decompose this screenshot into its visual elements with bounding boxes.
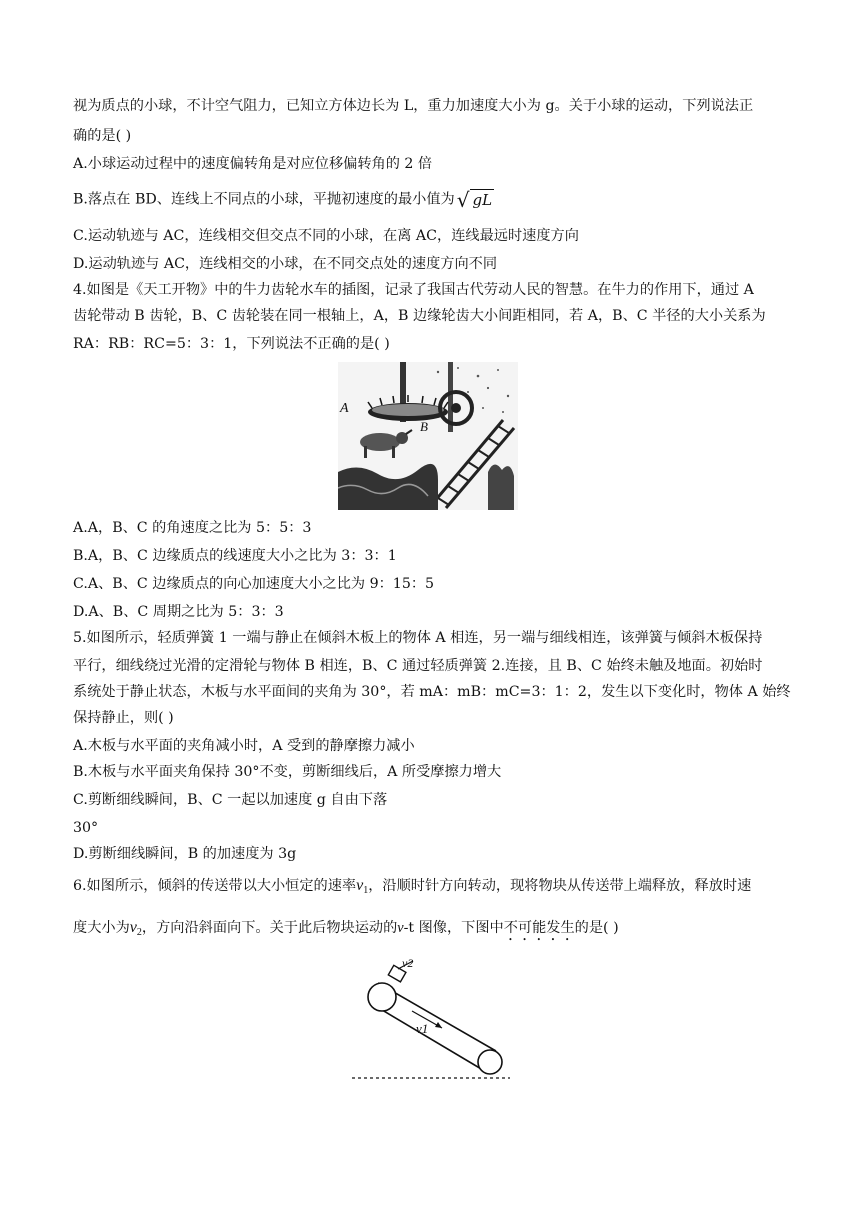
q5-stem-line3: 系统处于静止状态，木板与水平面间的夹角为 30°，若 mA：mB：mC=3：1：2，发生以下变化时，物体 A 始终	[73, 684, 791, 700]
top-roller	[368, 983, 396, 1011]
q6-stem-line1-a: 6.如图所示，倾斜的传送带以大小恒定的速率	[73, 878, 357, 894]
q4-stem-line1: 4.如图是《天工开物》中的牛力齿轮水车的插图，记录了我国古代劳动人民的智慧。在牛力的作用下，通过 A	[73, 282, 754, 298]
figure-label-b: B	[420, 419, 428, 434]
q5-stem-line2: 平行，细线绕过光滑的定滑轮与物体 B 相连，B、C 通过轻质弹簧 2.连接，且 B、C 始终未触及地面。初始时	[73, 658, 763, 674]
q3-option-b-text: B.落点在 BD、连线上不同点的小球，平抛初速度的最小值为	[73, 191, 455, 208]
q5-option-c: C.剪断细线瞬间，B、C 一起以加速度 g 自由下落	[73, 792, 388, 808]
figure-label-a: A	[340, 401, 349, 416]
symbol-v2: $v_2$	[129, 919, 142, 938]
q6-stem-line2-c: -t 图像，下图中	[403, 920, 504, 936]
gear-a	[368, 395, 448, 421]
sqrt-gl: √ gL	[456, 188, 493, 212]
q4-option-a: A.A，B、C 的角速度之比为 5：5：3	[73, 520, 312, 536]
symbol-v1: $v_1$	[356, 877, 369, 896]
q6-stem-line2	[73, 918, 619, 944]
q5-option-b: B.木板与水平面夹角保持 30°不变，剪断细线后，A 所受摩擦力增大	[73, 764, 502, 780]
symbol-v: v	[397, 920, 404, 936]
conveyor-belt-diagram	[350, 955, 515, 1085]
q6-stem-line2-d: 的是( )	[574, 920, 619, 936]
q6-emphasis-text: 不可能发生	[503, 920, 575, 936]
q3-option-a: A.小球运动过程中的速度偏转角是对应位移偏转角的 2 倍	[73, 156, 433, 172]
q4-option-c: C.A、B、C 边缘质点的向心加速度大小之比为 9：15：5	[73, 576, 435, 592]
q5-stem-line1: 5.如图所示，轻质弹簧 1 一端与静止在倾斜木板上的物体 A 相连，另一端与细线相连，该弹簧与倾斜木板保持	[73, 630, 763, 646]
q4-stem-line3: RA：RB：RC=5：3：1，下列说法不正确的是( )	[73, 336, 390, 352]
q4-stem-line2: 齿轮带动 B 齿轮，B、C 齿轮装在同一根轴上，A，B 边缘轮齿大小间距相同，若 A，B、C 半径的大小关系为	[73, 308, 766, 324]
q3-stem-line2: 确的是( )	[73, 128, 132, 144]
q5-option-d: D.剪断细线瞬间，B 的加速度为 3g	[73, 846, 297, 862]
q4-option-d: D.A、B、C 周期之比为 5：3：3	[73, 604, 284, 620]
sqrt-radicand: gL	[470, 189, 495, 210]
figure-label-v2: v2	[402, 956, 414, 970]
q6-stem-line1-b: ，沿顺时针方向转动，现将物块从传送带上端释放，释放时速	[368, 878, 752, 894]
figure-label-v1: v1	[416, 1021, 429, 1036]
q6-stem-line2-b: ，方向沿斜面向下。关于此后物块运动的	[141, 920, 398, 936]
q6-stem-line1	[73, 876, 751, 901]
bottom-roller	[478, 1050, 502, 1074]
q3-option-c: C.运动轨迹与 AC，连线相交但交点不同的小球，在离 AC，连线最远时速度方向	[73, 228, 579, 244]
q4-option-b: B.A，B、C 边缘质点的线速度大小之比为 3：3：1	[73, 548, 397, 564]
q3-option-d: D.运动轨迹与 AC，连线相交的小球，在不同交点处的速度方向不同	[73, 256, 498, 272]
waterwheel-illustration	[338, 362, 518, 510]
q5-option-a: A.木板与水平面的夹角减小时，A 受到的静摩擦力减小	[73, 738, 415, 754]
q6-stem-line2-a: 度大小为	[73, 920, 130, 936]
q3-stem-line1: 视为质点的小球，不计空气阻力，已知立方体边长为 L，重力加速度大小为 g。关于小球的运动，下列说法正	[73, 98, 754, 114]
q3-option-b	[73, 188, 494, 211]
q5-angle-label: 30°	[73, 820, 99, 836]
q5-stem-line4: 保持静止，则( )	[73, 710, 174, 726]
